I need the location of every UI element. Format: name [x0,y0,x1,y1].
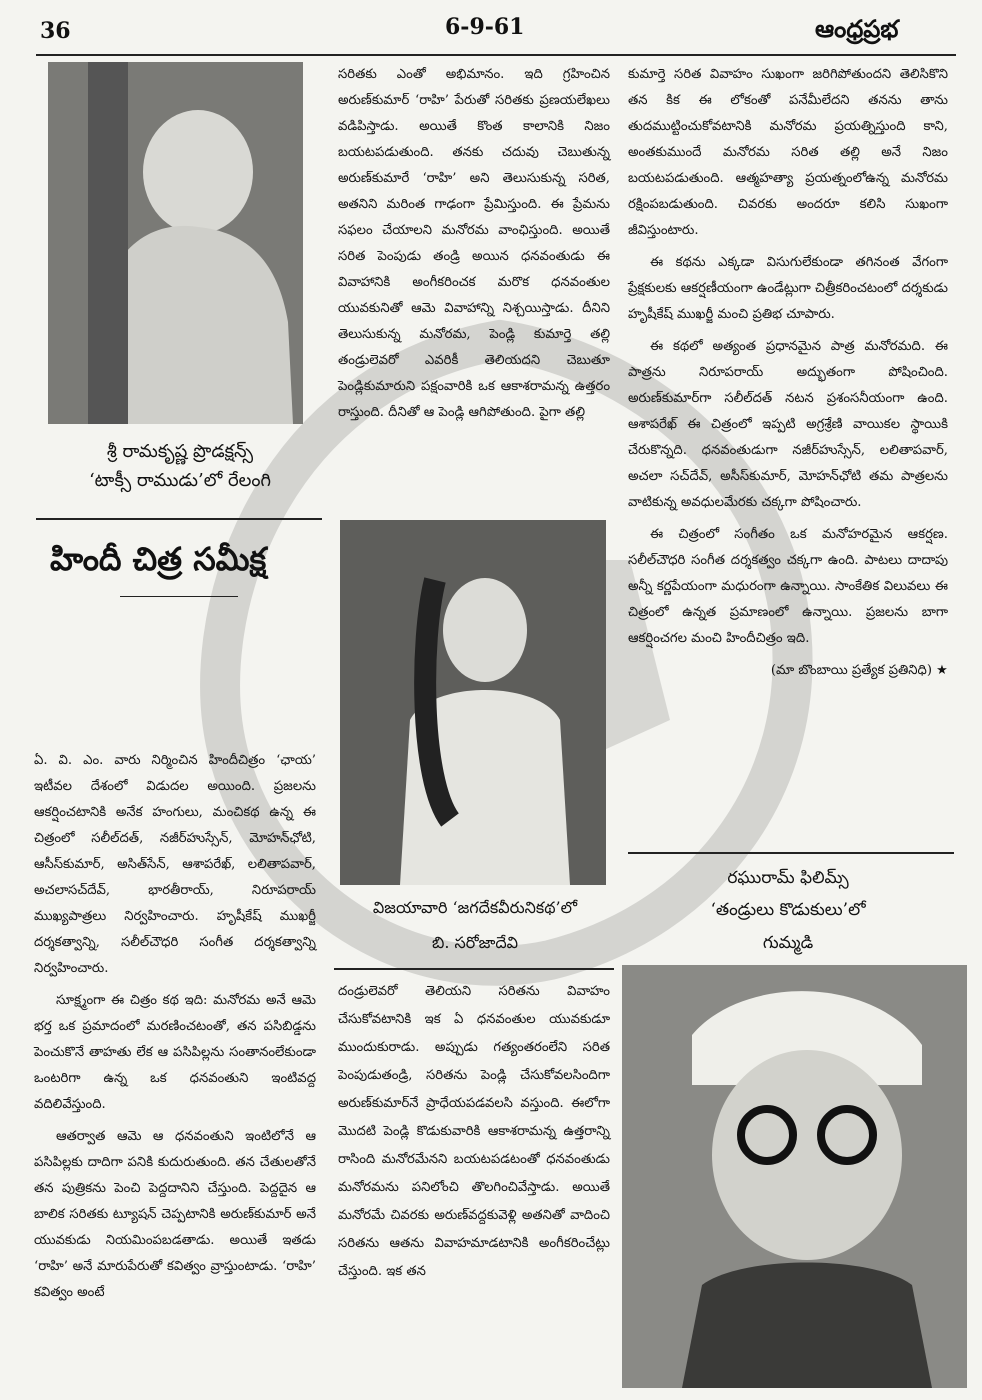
caption-divider [334,968,614,970]
person-portrait-icon [340,520,606,885]
article-column-1 [34,748,316,1312]
article-column-3 [628,62,948,690]
photo-relangi [48,62,303,424]
photo-gummadi [622,965,967,1388]
article-signature-text: (మా బొంబాయి ప్రత్యేక ప్రతినిధి) [770,663,932,678]
person-portrait-icon [622,965,967,1388]
article-paragraph: ఈ కథను ఎక్కడా విసుగులేకుండా తగినంత వేగంగా ప్రేక్షకులకు ఆకర్షణీయంగా ఉండేట్లుగా చిత్రీకరించటంలో దర్శకుడు హృషీకేష్ ముఖర్జీ మంచి ప్రతిభ చూపారు. [628,255,948,322]
photo3-caption-line2: ‘తండ్రులు కొడుకులు’లో [710,900,866,921]
article-paragraph: ఆతర్వాత ఆమె ఆ ధనవంతుని ఇంటిలోనే ఆ పసిపిల్లకు దాదిగా పనికి కుదురుతుంది. తన చేతులతోనే తన పుత్రికను పెంచి పెద్దదానిని చేస్తుంది. పెద్దదైన ఆ బాలిక సరితకు ట్యూషన్ చెప్పటానికి అరుణ్‌కుమార్ అనే యువకుడు నియమింపబడతాడు. అయితే ఇతడు ‘రాహి’ అనే మారుపేరుతో కవిత్వం వ్రాస్తుంటాడు. ‘రాహి’ కవిత్వం అంటే [34,1129,316,1300]
article-paragraph: దండ్రులెవరో తెలియని సరితను వివాహం చేసుకోవటానికి ఇక ఏ ధనవంతుల యువకుడూ ముందుకురాడు. అప్పుడు గత్యంతరంలేని సరిత పెంపుడుతండ్రి, సరితను పెండ్లి చేసుకోవలసిందిగా అరుణ్‌కుమార్‌నే ప్రాధేయపడవలసి వస్తుంది. ఈలోగా మొదటి పెండ్లి కొడుకువారికి ఆకాశరామన్న ఉత్తరాన్ని రాసింది మనోరమేనని బయటపడటంతో ధనవంతుడు మనోరమను పనిలోంచి తొలగించివేస్తాడు. అయితే మనోరమే చివరకు అరుణ్‌వద్దకువెళ్లి అతనితో వాదించి సరితను ఆతను వివాహమాడటానికి అంగీకరించేట్లు చేస్తుంది. ఇక తన [338,984,610,1279]
article-paragraph: సూక్ష్మంగా ఈ చిత్రం కథ ఇది: మనోరమ అనే ఆమె భర్త ఒక ప్రమాదంలో మరణించటంతో, తన పసిబిడ్డను పెంచుకొనే తాహతు లేక ఆ పసిపిల్లను సంతానంలేకుండా ఒంటరిగా ఉన్న ఒక ధనవంతుని ఇంటివద్ద వదిలివేస్తుంది. [34,993,316,1112]
column-divider [628,852,954,854]
article-paragraph: కుమార్తె సరిత వివాహం సుఖంగా జరిగిపోతుందని తెలిసికొని తన కిక ఈ లోకంతో పనేమీలేదని తనను తాను తుదముట్టించుకోవటానికి మనోరమ ప్రయత్నిస్తుంది కాని, అంతకుముందే మనోరమ సరిత తల్లి అనే నిజం బయటపడుతుంది. ఆత్మహత్యా ప్రయత్నంలోఉన్న మనోరమ రక్షింపబడుతుంది. చివరకు అందరూ కలిసి సుఖంగా జీవిస్తుంటారు. [628,67,948,238]
article-paragraph: ఏ. వి. ఎం. వారు నిర్మించిన హిందీచిత్రం ‘ఛాయ’ ఇటీవల దేశంలో విడుదల అయింది. ప్రజలను ఆకర్షించటానికి అనేక హంగులు, మంచికథ ఉన్న ఈ చిత్రంలో సలీల్‌దత్, నజీర్‌హుస్సేన్, మోహన్‌ఛోటి, ఆసీస్‌కుమార్, అసిత్‌సేన్, ఆశాపరేఖ్, లలితాపవార్, అచలాసచ్‌దేవ్, భారతీరాయ్, నిరూపరాయ్ ముఖ్యపాత్రలు నిర్వహించారు. హృషీకేష్ ముఖర్జీ దర్శకత్వాన్ని, సలీల్‌చౌధరి సంగీత దర్శకత్వాన్ని నిర్వహించారు. [34,753,316,976]
photo-saroja-devi [340,520,606,885]
caption-divider [36,518,322,520]
photo1-caption-line2: ‘టాక్సీ రాముడు’లో రేలంగి [88,469,272,491]
photo3-caption-line1: రఘురామ్ ఫిలిమ్స్ [727,868,849,888]
photo2-caption-line2: బి. సరోజాదేవి [432,933,518,953]
star-icon: ★ [936,663,948,678]
photo2-caption [330,890,620,960]
article-paragraph: సరితకు ఎంతో అభిమానం. ఇది గ్రహించిన అరుణ్‌కుమార్ ‘రాహి’ పేరుతో సరితకు ప్రణయలేఖలు వడిపిస్తాడు. అయితే కొంత కాలానికి నిజం బయటపడుతుంది. తనకు చదువు చెబుతున్న అరుణ్‌కుమారే ‘రాహి’ అని తెలుసుకున్న సరిత, అతనిని మరింత గాఢంగా ప్రేమిస్తుంది. ఈ ప్రేమను సఫలం చేయాలని మనోరమ వాంఛిస్తుంది. అయితే సరిత పెంపుడు తండ్రి అయిన ధనవంతుడు ఈ వివాహానికి అంగీకరించక మరొక ధనవంతుల యువకునితో ఆమె వివాహాన్ని నిశ్చయిస్తాడు. దీనిని తెలుసుకున్న మనోరమ, పెండ్లి కుమార్తె తల్లి తండ్రులెవరో ఎవరికీ తెలియదని చెబుతూ పెండ్లికుమారుని పక్షంవారికి ఒక ఆకాశరామన్న ఉత్తరం రాస్తుంది. దీనితో ఆ పెండ్లి ఆగిపోతుంది. పైగా తల్లి [338,67,610,420]
masthead: ఆంధ్రప్రభ [815,14,899,43]
article-signature [628,658,948,684]
page-number: 36 [40,18,71,44]
photo3-caption-line3: గుమ్మడి [762,932,814,953]
review-title: హిందీ చిత్ర సమీక్ష [50,540,267,578]
article-column-2-bottom [338,978,610,1292]
article-paragraph: ఈ కథలో అత్యంత ప్రధానమైన పాత్ర మనోరమది. ఈ పాత్రను నిరూపరాయ్ అద్భుతంగా పోషించింది. అరుణ్‌కుమార్‌గా సలీల్‌దత్ నటన ప్రశంసనీయంగా ఉంది. ఆశాపరేఖ్ ఈ చిత్రంలో ఇప్పటి అగ్రశ్రేణి వాయికల స్థాయికి చేరుకొన్నది. ధనవంతుడుగా నజీర్‌హుస్సేన్, లలితాపవార్, అచలా సచ్‌దేవ్, అసీస్‌కుమార్, మోహన్‌ఛోటి తమ పాత్రలను వాటికున్న అవధులమేరకు చక్కగా పోషించారు. [628,339,948,510]
photo1-caption [40,438,320,496]
title-underline [120,596,238,597]
photo2-caption-line1: విజయావారి ‘జగదేకవీరునికథ’లో [372,898,578,917]
photo1-caption-line1: శ్రీ రామకృష్ణ ప్రొడక్షన్స్ [106,441,254,462]
person-portrait-icon [48,62,303,424]
photo3-caption [628,862,948,959]
article-paragraph: ఈ చిత్రంలో సంగీతం ఒక మనోహరమైన ఆకర్షణ. సలీల్‌చౌధరి సంగీత దర్శకత్వం చక్కగా ఉంది. పాటలు దాదాపు అన్నీ కర్ణపేయంగా మధురంగా ఉన్నాయి. సాంకేతిక విలువలు ఈ చిత్రంలో ఉన్నత ప్రమాణంలో ఉన్నాయి. ప్రజలను బాగా ఆకర్షించగల మంచి హిందీచిత్రం ఇది. [628,527,948,646]
article-column-2-top [338,62,610,432]
issue-date: 6-9-61 [445,14,525,40]
header-divider [36,54,956,56]
